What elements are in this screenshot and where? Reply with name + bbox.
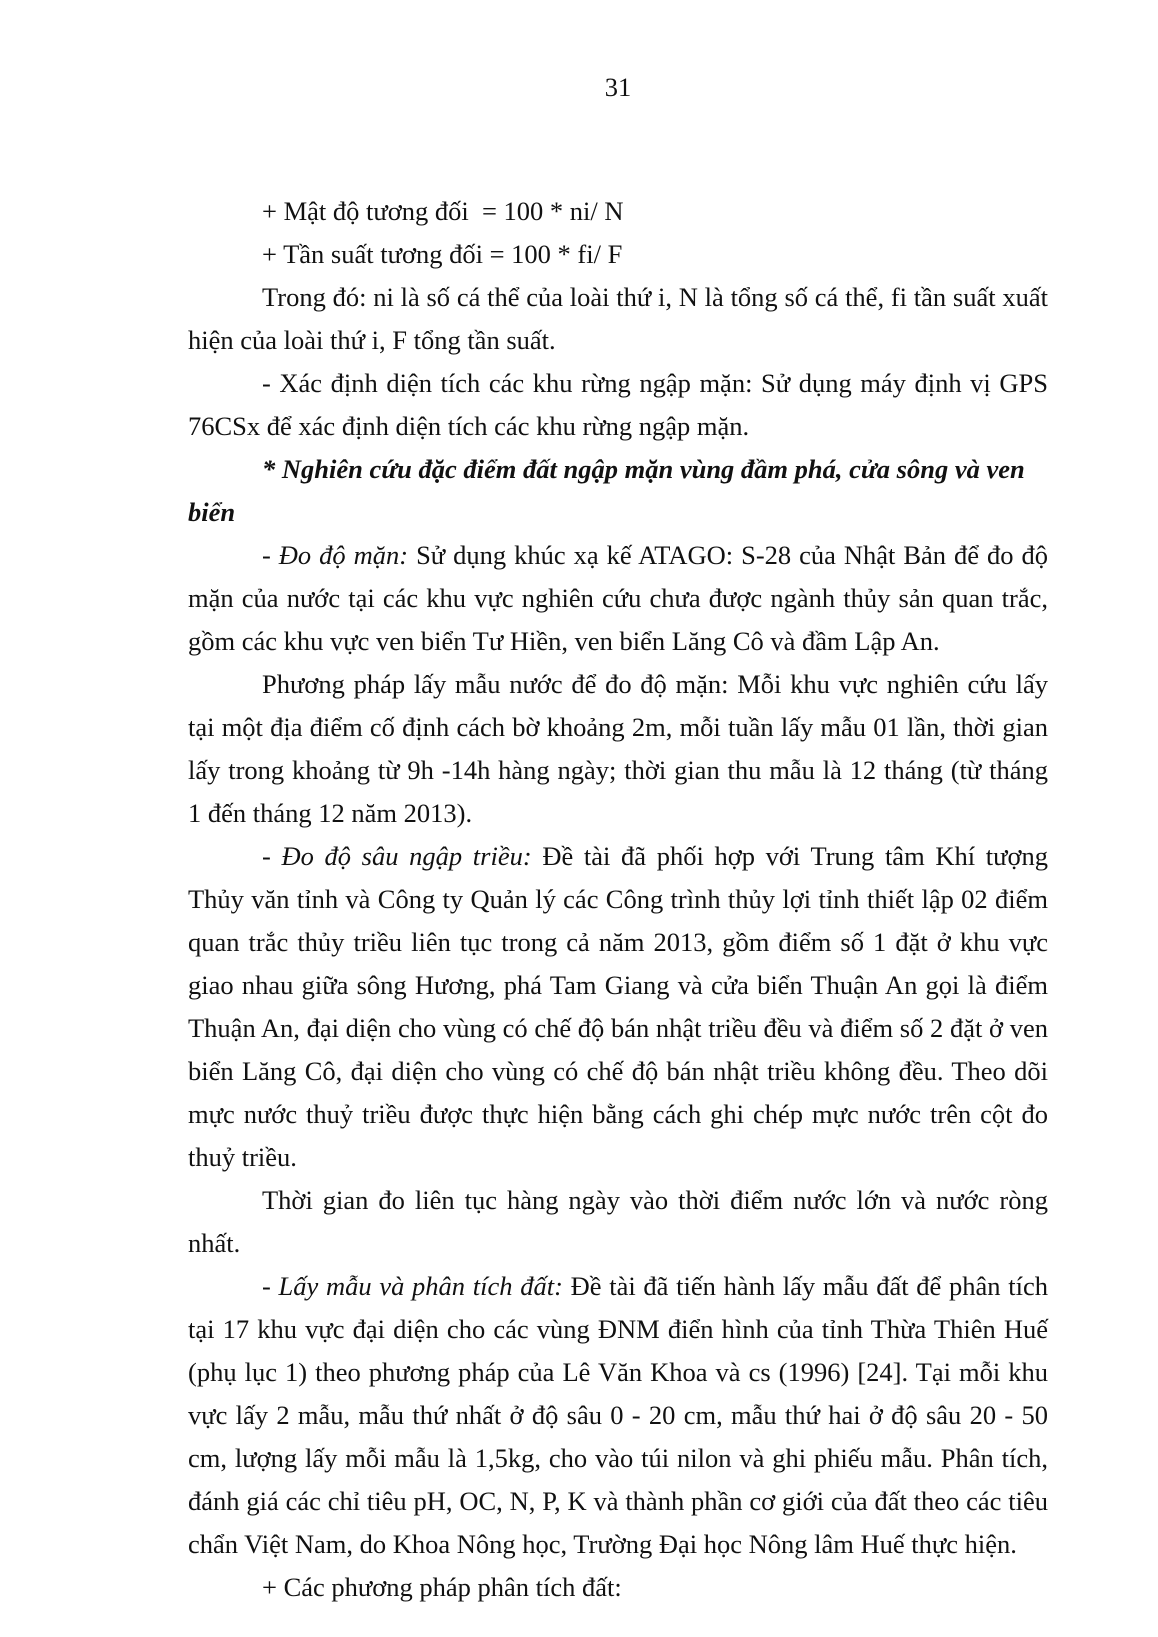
page-content — [188, 190, 1048, 1609]
paragraph-salinity-measure — [188, 534, 1048, 663]
paragraph-lead-soil-sampling: - Lấy mẫu và phân tích đất: — [262, 1271, 563, 1301]
paragraph-density-formula: + Mật độ tương đối = 100 * ni/ N — [262, 196, 624, 226]
paragraph-text-tide-depth: Đề tài đã phối hợp với Trung tâm Khí tượng Thủy văn tỉnh và Công ty Quản lý các Công trình thủy lợi tỉnh thiết lập 02 điểm quan trắc thủy triều liên tục trong cả năm 2013, gồm điểm số 1 đặt ở khu vực giao nhau giữa sông Hương, phá Tam Giang và cửa biển Thuận An gọi là điểm Thuận An, đại diện cho vùng có chế độ bán nhật triều đều và điểm số 2 đặt ở ven biển Lăng Cô, đại diện cho vùng có chế độ bán nhật triều không đều. Theo dõi mực nước thuỷ triều được thực hiện bằng cách ghi chép mực nước trên cột đo thuỷ triều. — [188, 841, 1048, 1172]
paragraph-formula-explanation: Trong đó: ni là số cá thể của loài thứ i, N là tổng số cá thể, fi tần suất xuất hiện của loài thứ i, F tổng tần suất. — [188, 282, 1048, 355]
paragraph-water-sampling-method: Phương pháp lấy mẫu nước để đo độ mặn: Mỗi khu vực nghiên cứu lấy tại một địa điểm cố định cách bờ khoảng 2m, mỗi tuần lấy mẫu 01 lần, thời gian lấy trong khoảng từ 9h -14h hàng ngày; thời gian thu mẫu là 12 tháng (từ tháng 1 đến tháng 12 năm 2013). — [188, 669, 1048, 828]
paragraph-measuring-time: Thời gian đo liên tục hàng ngày vào thời điểm nước lớn và nước ròng nhất. — [188, 1185, 1048, 1258]
paragraph-text-salinity: Sử dụng khúc xạ kế ATAGO: S-28 của Nhật Bản để đo độ mặn của nước tại các khu vực nghiên cứu chưa được ngành thủy sản quan trắc, gồm các khu vực ven biển Tư Hiền, ven biển Lăng Cô và đầm Lập An. — [188, 540, 1048, 656]
paragraph-soil-sampling — [188, 1265, 1048, 1566]
page-number: 31 — [604, 72, 632, 102]
paragraph-soil-analysis-methods: + Các phương pháp phân tích đất: — [262, 1572, 622, 1602]
paragraph-lead-salinity: - Đo độ mặn: — [262, 540, 409, 570]
paragraph-tide-depth — [188, 835, 1048, 1179]
paragraph-text-soil-sampling: Đề tài đã tiến hành lấy mẫu đất để phân tích tại 17 khu vực đại diện cho các vùng ĐNM điển hình của tỉnh Thừa Thiên Huế (phụ lục 1) theo phương pháp của Lê Văn Khoa và cs (1996) [24]. Tại mỗi khu vực lấy 2 mẫu, mẫu thứ nhất ở độ sâu 0 - 20 cm, mẫu thứ hai ở độ sâu 20 - 50 cm, lượng lấy mỗi mẫu là 1,5kg, cho vào túi nilon và ghi phiếu mẫu. Phân tích, đánh giá các chỉ tiêu pH, OC, N, P, K và thành phần cơ giới của đất theo các tiêu chẩn Việt Nam, do Khoa Nông học, Trường Đại học Nông lâm Huế thực hiện. — [188, 1271, 1048, 1559]
heading-saline-soil-study: * Nghiên cứu đặc điểm đất ngập mặn vùng đầm phá, cửa sông và ven biển — [188, 454, 1025, 527]
paragraph-frequency-formula: + Tần suất tương đối = 100 * fi/ F — [262, 239, 623, 269]
paragraph-lead-tide-depth: - Đo độ sâu ngập triều: — [262, 841, 532, 871]
paragraph-mangrove-area: - Xác định diện tích các khu rừng ngập mặn: Sử dụng máy định vị GPS 76CSx để xác định diện tích các khu rừng ngập mặn. — [188, 368, 1048, 441]
